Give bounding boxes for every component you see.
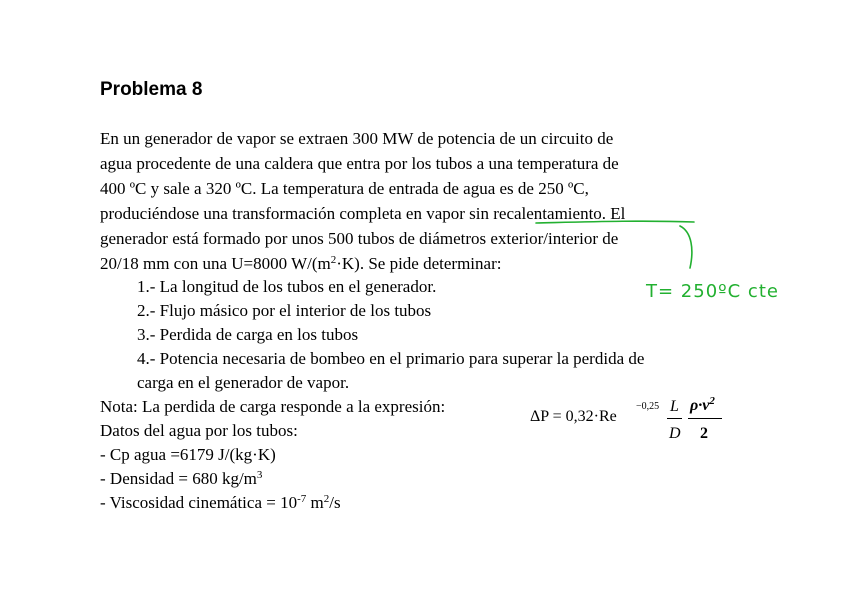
task-item-3: 3.- Perdida de carga en los tubos [137, 325, 359, 344]
statement-line-4 [100, 204, 625, 224]
superscript: -7 [297, 493, 307, 505]
fraction-bar [667, 418, 682, 419]
formula-frac2-numerator [690, 397, 715, 415]
statement-text: 20/18 mm con una U=8000 W/(m [100, 254, 331, 273]
task-item-4-cont: carga en el generador de vapor. [137, 373, 350, 392]
statement-line-2: agua procedente de una caldera que entra por los tubos a una temperatura de [100, 154, 619, 173]
superscript: 2 [709, 395, 715, 407]
statement-text: ·K). Se pide determinar: [336, 254, 502, 273]
fraction-bar [688, 418, 722, 419]
statement-line-1: En un generador de vapor se extraen 300 MW de potencia de un circuito de [100, 129, 614, 148]
superscript: 2 [330, 254, 337, 266]
statement-line-3: 400 ºC y sale a 320 ºC. La temperatura de entrada de agua es de 250 ºC, [100, 179, 589, 198]
datos-densidad [100, 469, 262, 489]
formula-frac1-denominator: D [669, 425, 681, 442]
handwritten-note: T= 250ºC cte [646, 281, 779, 302]
datos-cp: - Cp agua =6179 J/(kg·K) [100, 445, 276, 464]
formula-frac2-denominator: 2 [700, 425, 708, 442]
superscript: 2 [323, 493, 330, 505]
statement-line-5: generador está formado por unos 500 tubos de diámetros exterior/interior de [100, 229, 619, 248]
pressure-drop-formula [530, 394, 730, 444]
handwritten-bracket [680, 226, 692, 268]
statement-text: produciéndose una transformación completa en vapor [100, 204, 470, 223]
task-item-2: 2.- Flujo másico por el interior de los tubos [137, 301, 432, 320]
visc-text: - Viscosidad cinemática = 10 [100, 493, 298, 512]
problem-title: Problema 8 [100, 79, 203, 100]
task-item-4: 4.- Potencia necesaria de bombeo en el primario para superar la perdida de [137, 349, 645, 368]
task-item-1: 1.- La longitud de los tubos en el generador. [137, 277, 437, 296]
visc-text: m [306, 493, 324, 512]
statement-text: . El [601, 204, 626, 223]
statement-line-6 [100, 254, 501, 274]
formula-lhs: ΔP = 0,32·Re [530, 408, 617, 425]
nota-line: Nota: La perdida de carga responde a la expresión: [100, 397, 446, 416]
formula-frac1-numerator: L [670, 398, 679, 415]
formula-exponent: −0,25 [636, 401, 660, 412]
frac2-num-text: ρ·v [690, 397, 710, 414]
highlighted-phrase: sin recalentamiento [469, 204, 602, 223]
datos-viscosidad [100, 493, 341, 513]
datos-heading: Datos del agua por los tubos: [100, 421, 298, 440]
densidad-text: - Densidad = 680 kg/m [100, 469, 257, 488]
visc-text: /s [329, 493, 341, 512]
superscript: 3 [256, 469, 263, 481]
